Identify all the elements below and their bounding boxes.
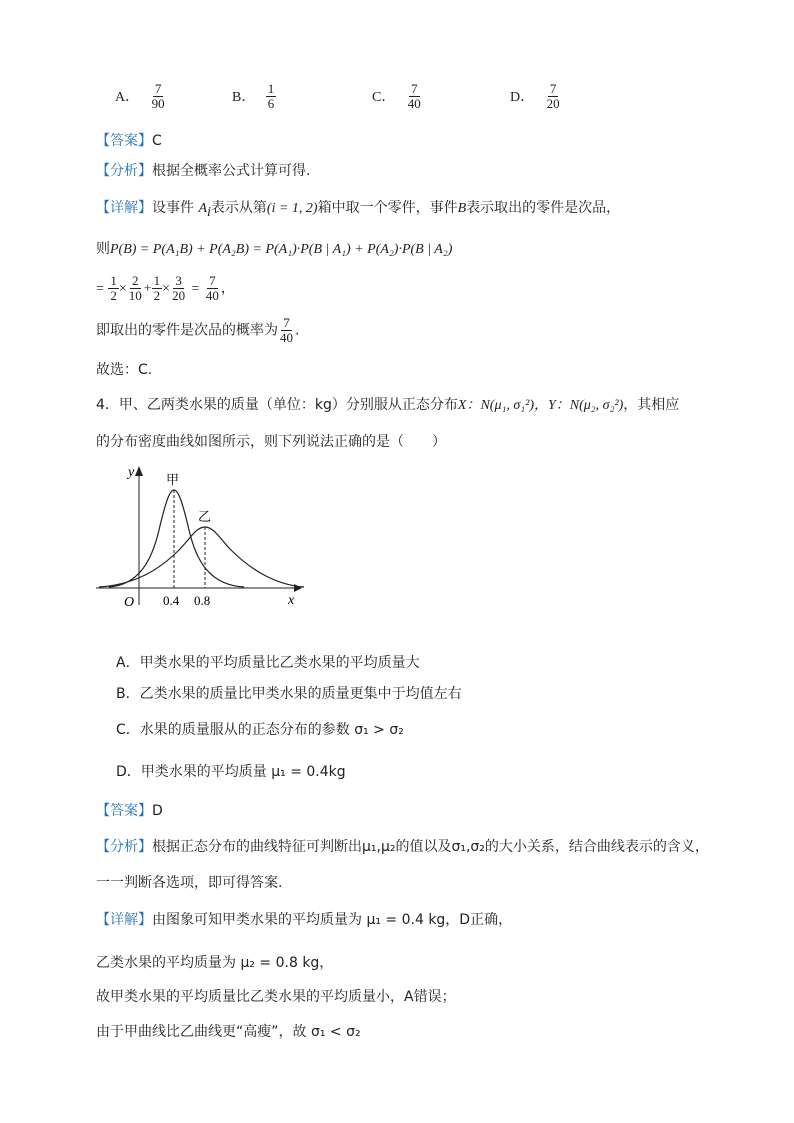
q3-option-b: B． $\frac{1}{6}$ — [232, 81, 275, 111]
curve-yi — [99, 527, 304, 587]
fraction: $\frac{7}{20}$ — [546, 81, 560, 111]
q3-answer — [96, 130, 162, 150]
q4-stem-line1: 4．甲、乙两类水果的质量（单位：kg）分别服从正态分布X：N(μ₁, σ₁²)，Y：N(μ₂, σ₂²)，其相应 — [96, 397, 680, 413]
origin-label: O — [124, 595, 135, 610]
y-axis-label: y — [128, 465, 135, 480]
q3-detail-line3: = $\frac{1}{2}$ × $\frac{2}{10}$ + $\frac{1}{2}$ × $\frac{3}{20}$ = $\frac{7}{40}$ ， — [96, 273, 235, 303]
curve-jia — [109, 490, 244, 587]
q4-option-b: B．乙类水果的质量比甲类水果的质量更集中于均值左右 — [116, 686, 462, 702]
q4-option-d: D．甲类水果的平均质量 μ₁ = 0.4kg — [116, 764, 346, 780]
q4-detail-line3: 故甲类水果的平均质量比乙类水果的平均质量小，A错误； — [96, 989, 456, 1005]
y-axis-arrow — [135, 466, 143, 476]
q3-analysis — [96, 160, 310, 180]
fraction: $\frac{1}{6}$ — [267, 81, 275, 111]
curve-jia-label: 甲 — [166, 473, 180, 488]
q3-option-c: C． $\frac{7}{40}$ — [372, 81, 421, 111]
analysis-text: 根据全概率公式计算可得. — [152, 163, 311, 179]
formula: P(B) = P(A₁B) + P(A₂B) = P(A₁)·P(B | A₁) + P(A₂)·P(B | A₂) — [110, 242, 453, 257]
fraction: $\frac{7}{40}$ — [280, 315, 293, 345]
q4-option-a: A．甲类水果的平均质量比乙类水果的平均质量大 — [116, 655, 420, 671]
q3-detail-line1: 【详解】设事件 $A_i$表示从第(i = 1, 2)箱中取一个零件，事件B表示取出的零件是次品， — [96, 200, 621, 220]
detail-tag: 【详解】 — [96, 200, 152, 216]
detail-tag: 【详解】 — [96, 912, 152, 928]
fraction: $\frac{1}{2}$ — [153, 273, 161, 303]
tick-0-4: 0.4 — [163, 593, 180, 608]
answer-value: D — [152, 803, 163, 819]
q4-detail-line4: 由于甲曲线比乙曲线更“高瘦”，故 σ₁ < σ₂ — [96, 1024, 361, 1040]
fraction: $\frac{3}{20}$ — [172, 273, 186, 303]
q4-analysis-line1: 【分析】根据正态分布的曲线特征可判断出μ₁,μ₂的值以及σ₁,σ₂的大小关系，结合曲线表示的含义， — [96, 839, 709, 855]
q3-option-a: A． $\frac{7}{90}$ — [115, 81, 165, 111]
q4-detail-line1: 【详解】由图象可知甲类水果的平均质量为 μ₁ = 0.4 kg，D正确， — [96, 912, 513, 928]
fraction: $\frac{2}{10}$ — [128, 273, 142, 303]
q4-answer — [96, 800, 163, 820]
fraction: $\frac{7}{90}$ — [151, 81, 165, 111]
tick-0-8: 0.8 — [194, 593, 211, 608]
x-axis-arrow — [294, 584, 302, 592]
q4-stem-line2: 的分布密度曲线如图所示，则下列说法正确的是（ ） — [96, 434, 446, 450]
answer-tag: 【答案】 — [96, 133, 152, 149]
analysis-tag: 【分析】 — [96, 163, 152, 179]
density-graph — [94, 460, 314, 620]
analysis-tag: 【分析】 — [96, 839, 152, 855]
curve-yi-label: 乙 — [198, 510, 212, 525]
q3-choose: 故选：C. — [96, 362, 153, 378]
q4-option-c: C．水果的质量服从的正态分布的参数 σ₁ > σ₂ — [116, 722, 404, 738]
answer-value: C — [152, 133, 162, 149]
fraction: $\frac{7}{40}$ — [205, 273, 219, 303]
q3-detail-line2: 则P(B) = P(A₁B) + P(A₂B) = P(A₁)·P(B | A₁) + P(A₂)·P(B | A₂) — [96, 241, 453, 257]
q3-option-d: D． $\frac{7}{20}$ — [510, 81, 560, 111]
q4-detail-line2: 乙类水果的平均质量为 μ₂ = 0.8 kg， — [96, 955, 334, 971]
x-axis-label: x — [288, 593, 295, 608]
fraction: $\frac{1}{2}$ — [110, 273, 117, 303]
distribution-formula: X：N(μ₁, σ₁²)，Y：N(μ₂, σ₂²) — [457, 398, 624, 413]
q4-analysis-line2: 一一判断各选项，即可得答案. — [96, 875, 283, 891]
answer-tag: 【答案】 — [96, 803, 152, 819]
fraction: $\frac{7}{40}$ — [407, 81, 421, 111]
q3-detail-line4: 即取出的零件是次品的概率为 $\frac{7}{40}$ . — [96, 315, 300, 345]
